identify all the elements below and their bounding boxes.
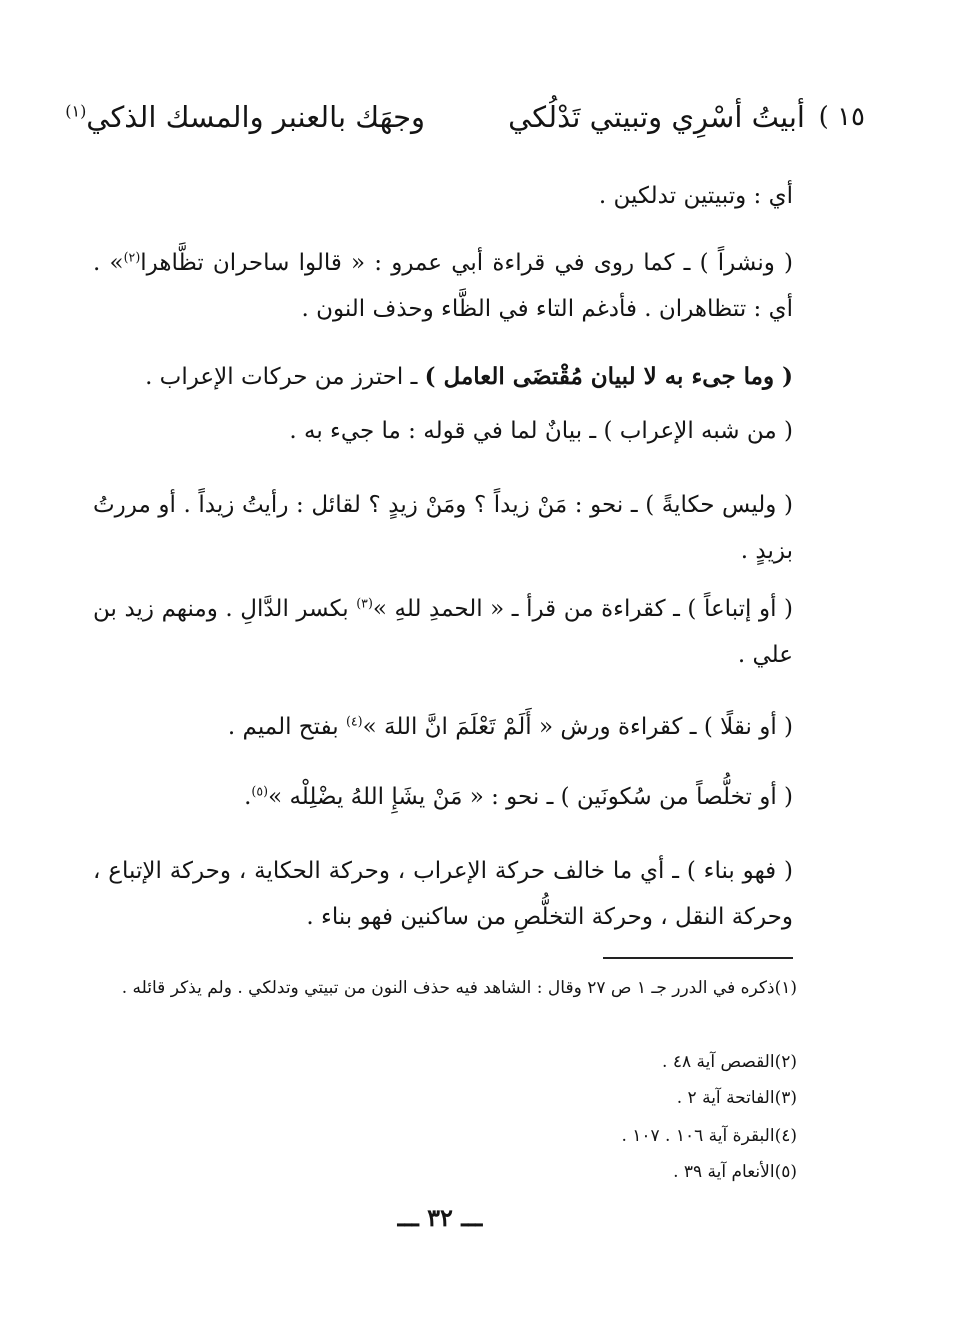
- paragraph-5: ( وليس حكايةً ) ـ نحو : مَنْ زيداً ؟ ومَنْ زيدٍ ؟ لقائل : رأيتُ زيداً . أو مررتُ بزيدٍ .: [93, 492, 793, 564]
- footnote-5-number: (٥): [774, 1162, 797, 1182]
- verse-hemistich-first: أبيتُ أسْرِي وتبيتي تَدْلُكي: [508, 100, 805, 134]
- paragraph-4: ( من شبه الإعراب ) ـ بيانٌ لما في قوله : ما جيء به .: [289, 418, 793, 444]
- footnote-ref-4: (٤): [345, 713, 363, 729]
- paragraph-3-bold: ( وما جىء به لا لبيان مُقْتضَى العامل ): [424, 363, 793, 390]
- footnote-5: [673, 1156, 797, 1188]
- footnote-3-number: (٣): [774, 1088, 797, 1108]
- footnote-1-number: (١): [774, 978, 797, 998]
- paragraph-6: [93, 586, 793, 678]
- verse-line: [65, 92, 865, 142]
- paragraph-7-text: ( أو نقلًا ) ـ كقراءة ورش « أَلَمْ تَعْلَمَ انَّ اللهَ »: [362, 714, 793, 740]
- footnote-3-text: الفاتحة آية ٢ .: [676, 1088, 775, 1108]
- paragraph-8-text: ( أو تخلُّصاً من سُكونَين ) ـ نحو : « مَنْ يشَإِ اللهُ يضْلِلْه »: [268, 784, 793, 810]
- paragraph-8-end: .: [244, 784, 252, 810]
- footnote-2-text: القصص آية ٤٨ .: [662, 1052, 775, 1072]
- paragraph-7: [228, 704, 793, 750]
- footnote-ref-2: (٢): [123, 249, 141, 265]
- paragraph-3-rest: ـ احترز من حركات الإعراب .: [145, 364, 425, 390]
- footnote-4-text: البقرة آية ١٠٦ . ١٠٧ .: [621, 1126, 775, 1146]
- footnote-separator: [603, 957, 793, 959]
- paragraph-2-end: » . أي : تتظاهران . فأدغم التاء في الظَّاء وحذف النون .: [93, 250, 793, 322]
- verse-hemistich-second: [65, 92, 425, 142]
- paragraph-1: أي : وتبيتين تدلكين .: [598, 183, 793, 209]
- paragraph-8: [244, 774, 793, 820]
- paragraph-2: [93, 240, 793, 332]
- footnote-ref-1: (١): [65, 101, 87, 121]
- footnote-ref-3: (٣): [356, 595, 373, 611]
- page-number: ـــ ٣٢ ـــ: [397, 1203, 483, 1232]
- footnote-3: [677, 1082, 797, 1114]
- footnote-1-text: ذكره في الدرر جـ ١ ص ٢٧ وقال : الشاهد فيه حذف النون من تبيتي وتدلكي . ولم يذكر قائله .: [121, 978, 775, 998]
- verse-number: ١٥ ): [818, 102, 865, 132]
- footnote-4-number: (٤): [774, 1126, 797, 1146]
- paragraph-6-text: ( أو إتباعاً ) ـ كقراءة من قرأ ـ « الحمدِ للهِ »: [372, 596, 793, 622]
- footnote-ref-5: (٥): [251, 783, 269, 799]
- footnote-4: [621, 1120, 797, 1152]
- footnote-2-number: (٢): [774, 1052, 797, 1072]
- paragraph-6-end: بكسر الدَّالِ . ومنهم زيد بن علي .: [93, 596, 793, 668]
- footnote-5-text: الأنعام آية ٣٩ .: [673, 1162, 775, 1182]
- paragraph-3: [145, 354, 793, 400]
- verse-hemistich-second-text: وجهَك بالعنبر والمسك الذكي: [86, 100, 425, 134]
- paragraph-9: ( فهو بناء ) ـ أي ما خالف حركة الإعراب ، وحركة الحكاية ، وحركة الإتباع ، وحركة النقل ، وحركة التخلُّصِ من ساكنين فهو بناء .: [93, 858, 793, 930]
- paragraph-7-end: بفتح الميم .: [227, 714, 346, 740]
- footnote-2: [662, 1046, 797, 1078]
- paragraph-2-text: ( ونشراً ) ـ كما روى في قراءة أبي عمرو : « قالوا ساحران تظَّاهرا: [140, 250, 794, 276]
- footnote-1: [97, 972, 797, 1004]
